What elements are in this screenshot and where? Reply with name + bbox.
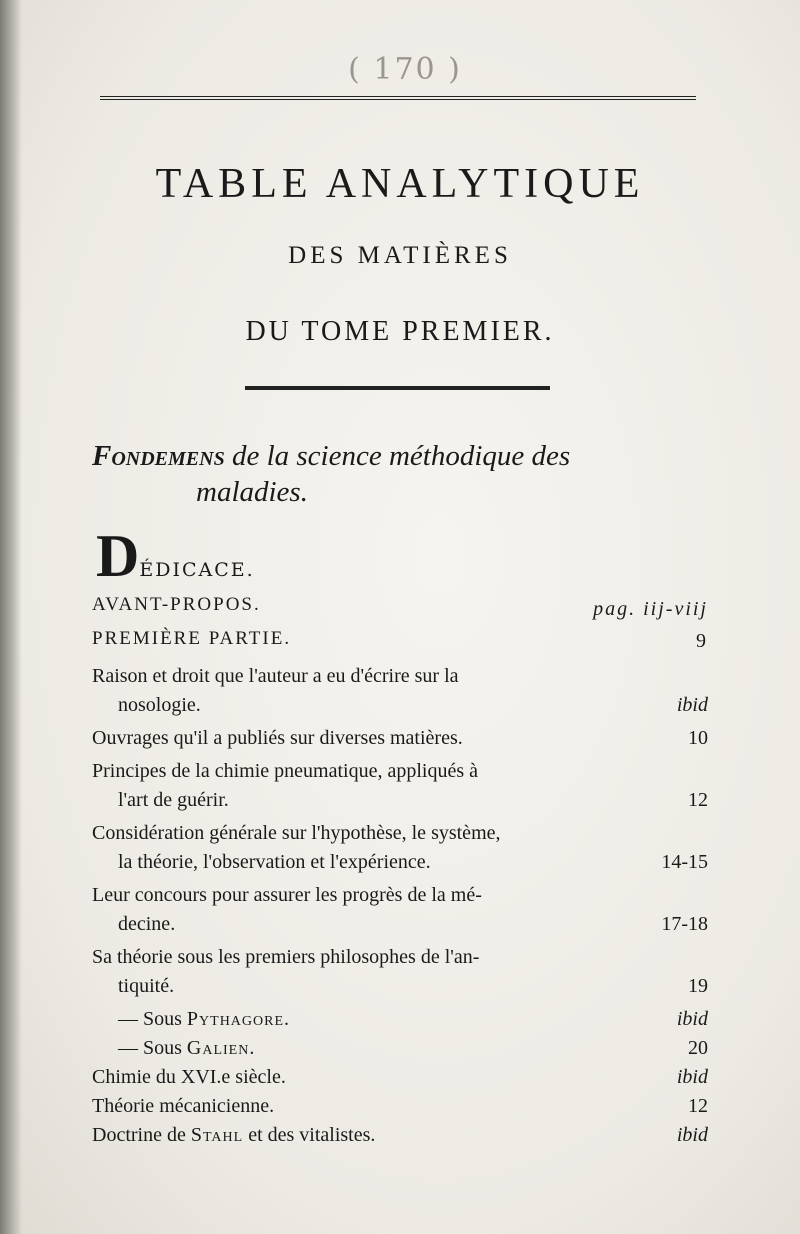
entry-continuation: la théorie, l'observation et l'expérience. xyxy=(118,851,431,873)
entry-prefix: — Sous xyxy=(118,1008,187,1030)
entry-text xyxy=(92,1121,708,1150)
entry-text: AVANT-PROPOS. xyxy=(92,594,261,615)
entry-page: 12 xyxy=(688,1095,708,1117)
page-number: ( 170 ) xyxy=(348,52,462,87)
entry-page: ibid xyxy=(676,1124,708,1146)
toc-entry-avant-propos xyxy=(92,590,708,624)
entry-text: Sa théorie sous les premiers philosophes de l'an- xyxy=(92,946,480,968)
section-heading-line-2: maladies. xyxy=(196,476,308,508)
entry-continuation: l'art de guérir. xyxy=(118,789,229,811)
section-heading-lead: Fondemens xyxy=(92,440,225,472)
toc-entry xyxy=(92,1034,708,1063)
entry-page: pag. iij-viij xyxy=(593,598,708,620)
entry-prefix: Doctrine de xyxy=(92,1124,191,1146)
entry-page: 10 xyxy=(688,727,708,749)
toc-entry xyxy=(92,1005,708,1034)
entry-name: Pythagore. xyxy=(186,1008,291,1030)
toc-entry xyxy=(92,881,708,939)
entry-name: Stahl xyxy=(190,1124,244,1146)
entry-text: Considération générale sur l'hypothèse, le système, xyxy=(92,822,501,844)
entry-text: Ouvrages qu'il a publiés sur diverses matières. xyxy=(92,727,463,749)
entry-name: Galien. xyxy=(186,1037,256,1059)
entry-continuation: tiquité. xyxy=(118,975,175,997)
toc-entry xyxy=(92,1092,708,1121)
toc-entry xyxy=(92,819,708,877)
toc-entry-premiere-partie xyxy=(92,624,708,662)
entry-text: Chimie du XVI.e siècle. xyxy=(92,1066,286,1088)
entry-text: Raison et droit que l'auteur a eu d'écrire sur la xyxy=(92,665,459,687)
section-heading xyxy=(92,438,712,510)
entry-text: PREMIÈRE PARTIE. xyxy=(92,628,292,649)
section-heading-rest: de la science méthodique des xyxy=(224,440,571,472)
entry-page: 17-18 xyxy=(661,913,708,935)
entry-text: Leur concours pour assurer les progrès de la mé- xyxy=(92,884,482,906)
toc-entry xyxy=(92,724,708,753)
title-line-3: DU TOME PREMIER. xyxy=(245,316,555,347)
entry-page: 9 xyxy=(696,630,708,652)
entry-continuation: nosologie. xyxy=(118,694,201,716)
entry-text: Principes de la chimie pneumatique, appliqués à xyxy=(92,760,478,782)
entry-page: 12 xyxy=(688,789,708,811)
entry-text: Théorie mécanicienne. xyxy=(92,1095,275,1117)
top-double-rule xyxy=(100,96,696,100)
entry-page: ibid xyxy=(676,694,708,716)
entry-page: 14-15 xyxy=(661,851,708,873)
entry-page: 20 xyxy=(688,1037,708,1059)
entry-text xyxy=(118,1034,708,1063)
title-line-2: DES MATIÈRES xyxy=(288,242,512,269)
toc-entry xyxy=(92,662,708,720)
entry-page: ibid xyxy=(676,1008,708,1030)
entry-continuation: decine. xyxy=(118,913,176,935)
page-spine-shadow xyxy=(0,0,22,1234)
toc-entries xyxy=(92,590,708,1150)
drop-cap: D xyxy=(96,523,140,589)
dedicace-label: ÉDICACE. xyxy=(139,559,255,581)
title-line-1: TABLE ANALYTIQUE xyxy=(155,161,645,207)
toc-entry xyxy=(92,943,708,1001)
entry-page: 19 xyxy=(688,975,708,997)
toc-entry xyxy=(92,757,708,815)
entry-prefix: — Sous xyxy=(118,1037,187,1059)
title-rule xyxy=(245,386,550,390)
toc-entry xyxy=(92,1063,708,1092)
entry-page: ibid xyxy=(676,1066,708,1088)
dedicace-entry xyxy=(96,523,706,589)
entry-text xyxy=(118,1005,708,1034)
toc-entry xyxy=(92,1121,708,1150)
entry-suffix: et des vitalistes. xyxy=(243,1124,376,1146)
